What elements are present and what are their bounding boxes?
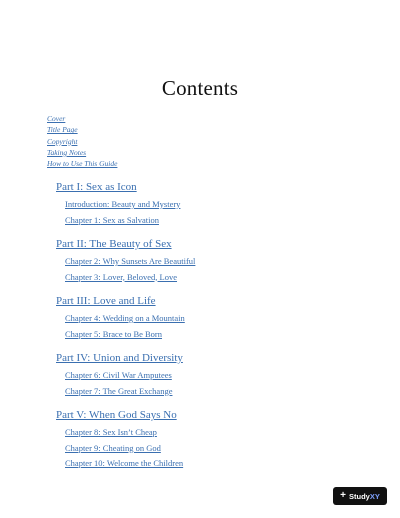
studyxy-badge[interactable] bbox=[333, 487, 387, 505]
table-of-contents bbox=[56, 180, 376, 481]
page-title: Contents bbox=[161, 76, 239, 100]
toc-part bbox=[56, 180, 376, 228]
part-link[interactable]: Part III: Love and Life bbox=[56, 295, 156, 307]
chapter-link[interactable]: Chapter 5: Brace to Be Born bbox=[65, 328, 163, 339]
toc-part bbox=[56, 408, 376, 472]
toc-part bbox=[56, 294, 376, 342]
front-matter-link-taking-notes[interactable]: Taking Notes bbox=[47, 147, 87, 157]
chapter-link[interactable]: Chapter 7: The Great Exchange bbox=[65, 385, 173, 396]
chapter-link[interactable]: Chapter 6: Civil War Amputees bbox=[65, 370, 172, 380]
toc-part bbox=[56, 237, 376, 285]
chapter-link[interactable]: Chapter 1: Sex as Salvation bbox=[65, 214, 159, 225]
chapter-link[interactable]: Introduction: Beauty and Mystery bbox=[65, 199, 181, 209]
front-matter-links bbox=[47, 113, 117, 169]
chapter-link[interactable]: Chapter 8: Sex Isn’t Cheap bbox=[65, 427, 157, 437]
front-matter-link-how-to-use[interactable]: How to Use This Guide bbox=[47, 159, 118, 169]
chapter-link[interactable]: Chapter 4: Wedding on a Mountain bbox=[65, 313, 185, 323]
badge-brand-main: Study bbox=[348, 491, 370, 501]
front-matter-link-copyright[interactable]: Copyright bbox=[47, 136, 78, 146]
badge-brand bbox=[349, 492, 380, 501]
front-matter-link-title-page[interactable]: Title Page bbox=[47, 125, 78, 135]
front-matter-link-cover[interactable]: Cover bbox=[47, 114, 66, 123]
chapter-link[interactable]: Chapter 10: Welcome the Children bbox=[65, 458, 184, 468]
badge-brand-accent: XY bbox=[369, 491, 380, 501]
plus-icon: + bbox=[340, 490, 346, 501]
part-link[interactable]: Part V: When God Says No bbox=[56, 409, 177, 421]
chapter-link[interactable]: Chapter 3: Lover, Beloved, Love bbox=[65, 271, 178, 282]
chapter-link[interactable]: Chapter 9: Cheating on God bbox=[65, 442, 161, 453]
toc-part bbox=[56, 351, 376, 399]
part-link[interactable]: Part I: Sex as Icon bbox=[56, 181, 137, 193]
part-link[interactable]: Part IV: Union and Diversity bbox=[56, 352, 183, 364]
chapter-link[interactable]: Chapter 2: Why Sunsets Are Beautiful bbox=[65, 256, 196, 266]
part-link[interactable]: Part II: The Beauty of Sex bbox=[56, 238, 172, 250]
